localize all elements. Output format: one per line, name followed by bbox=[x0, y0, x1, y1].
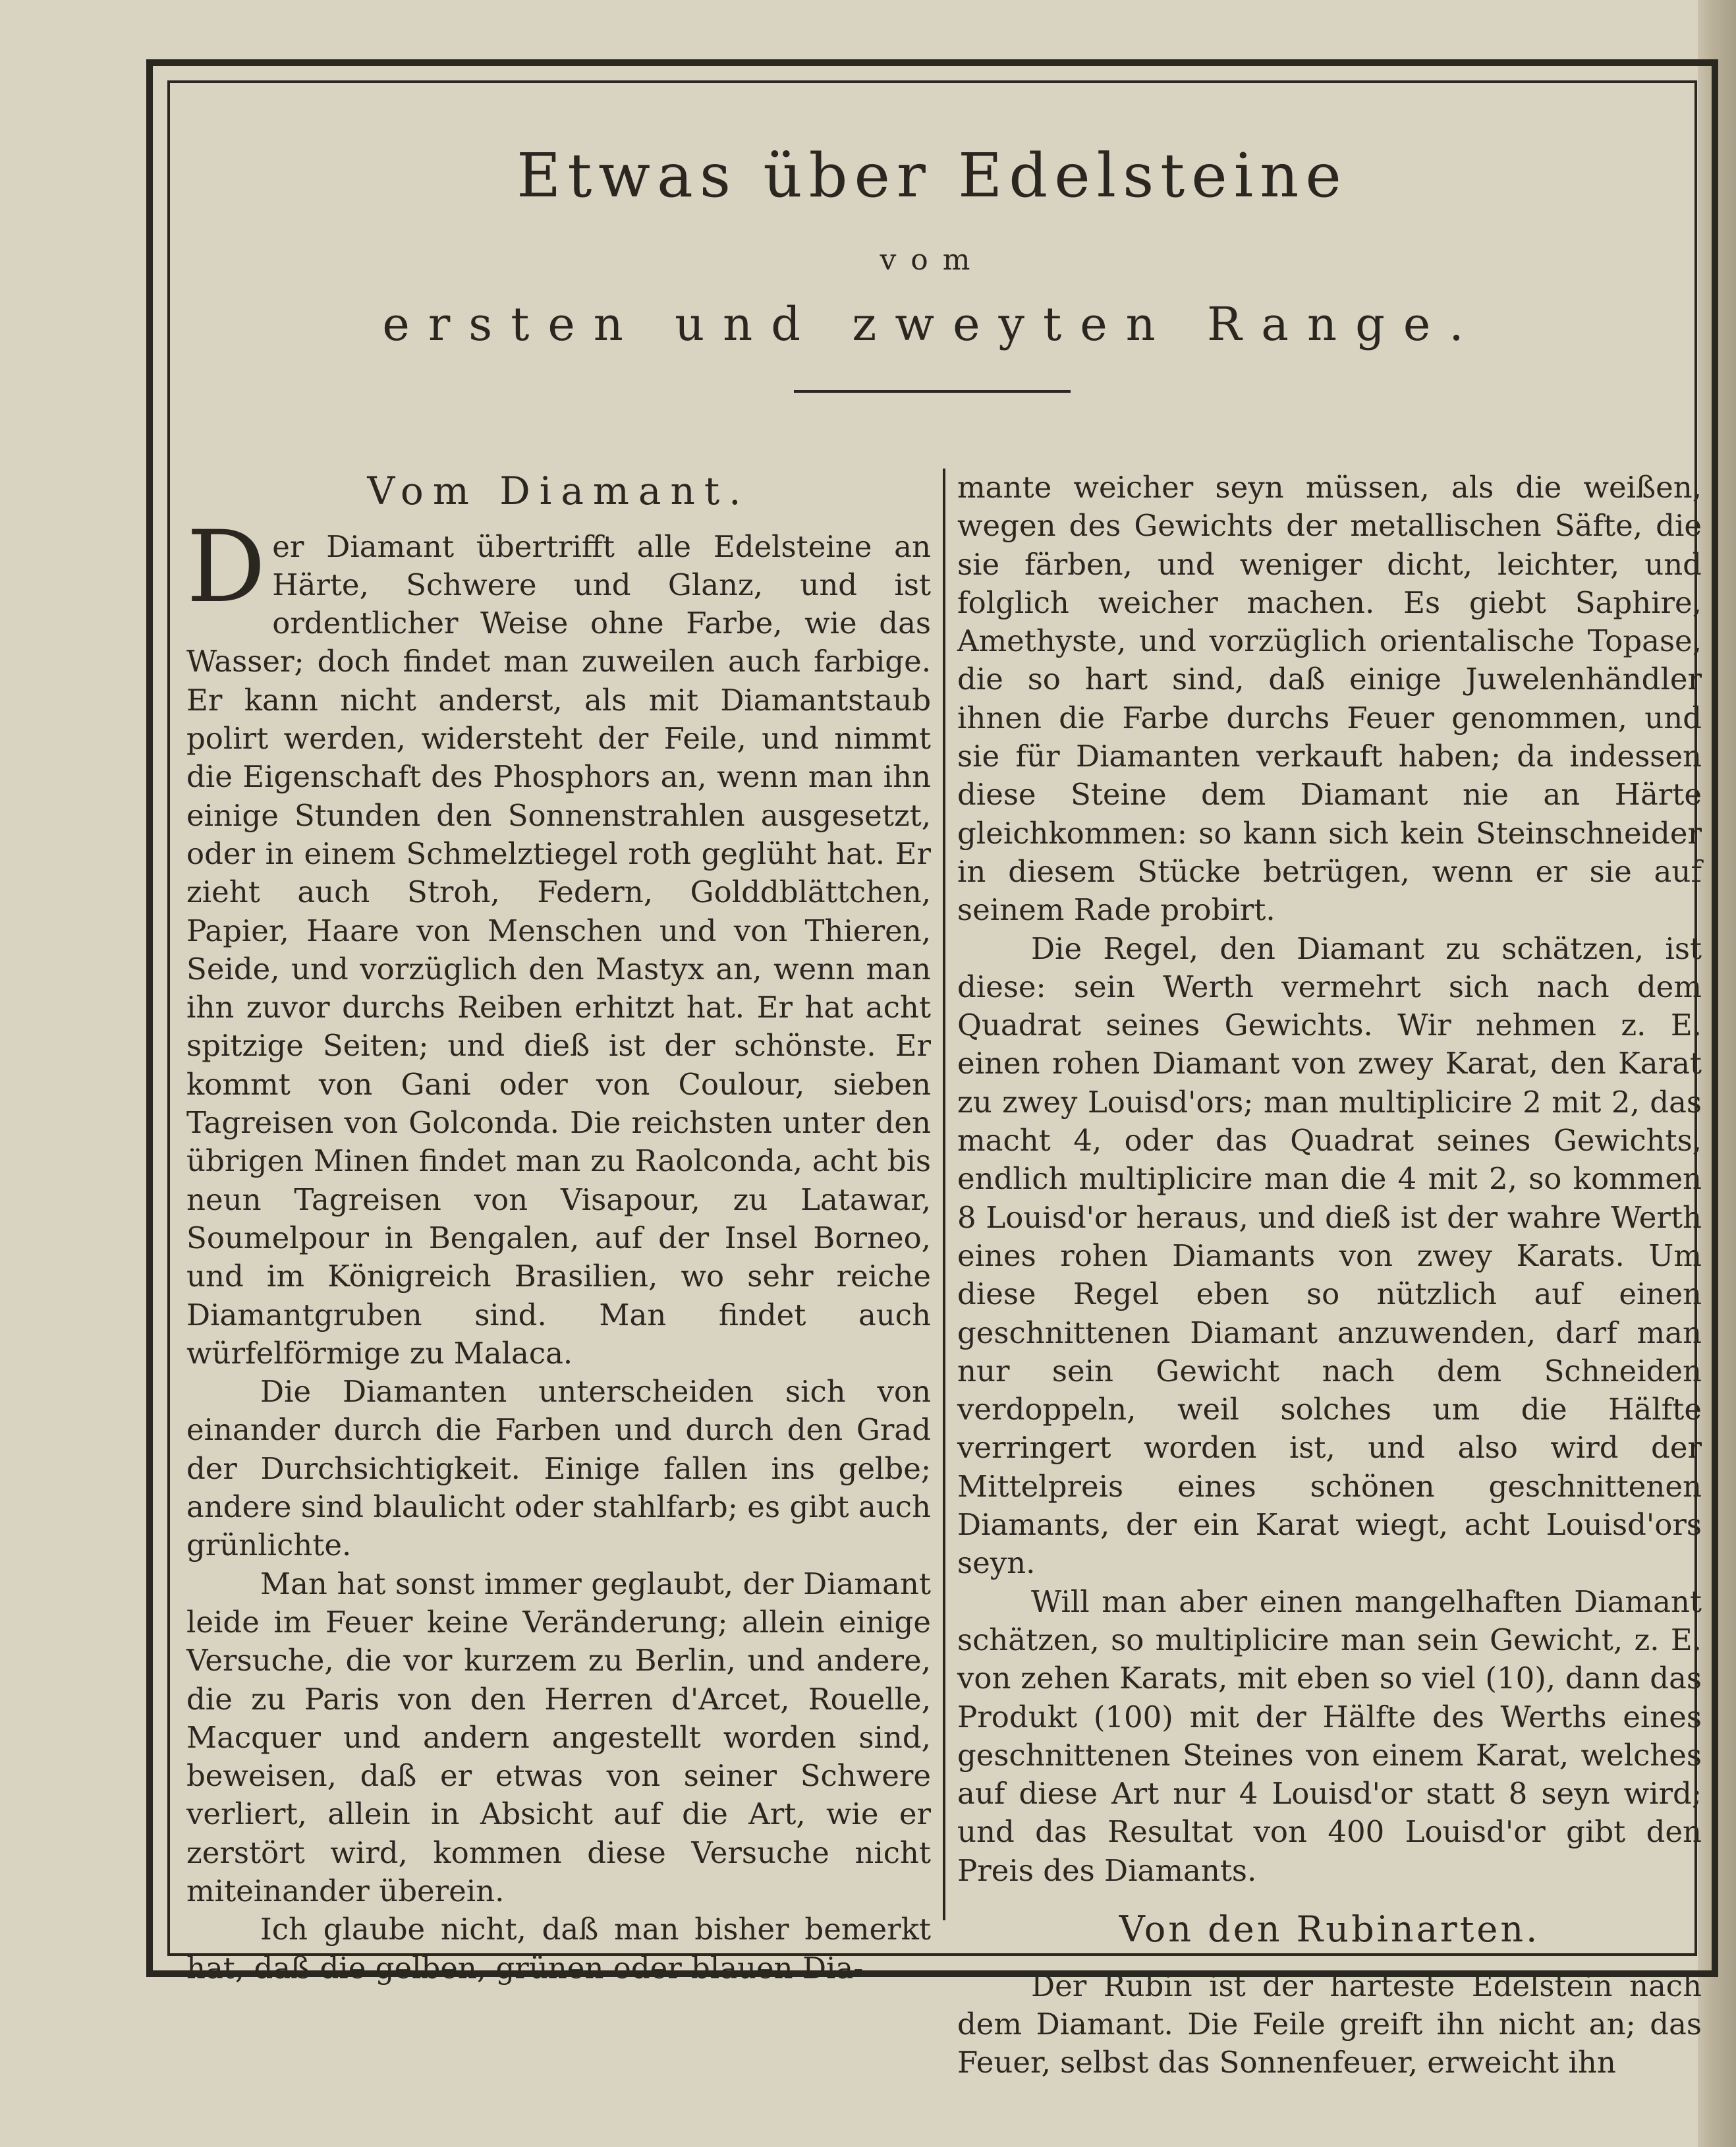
paragraph: Die Diamanten unterscheiden sich von einander durch die Farben und durch den Grad der Durchsichtigkeit. Einige fallen ins gelbe; andere sind blaulicht oder stahlfarb; es gibt auch grünlichte. bbox=[186, 1374, 931, 1563]
paragraph: Man hat sonst immer geglaubt, der Diamant leide im Feuer keine Veränderung; allein einige Versuche, die vor kurzem zu Berlin, und andere, die zu Paris von den Herren d'Arcet, Rouelle, Macquer und andern angestellt worden sind, beweisen, daß er etwas von seiner Schwere verliert, allein in Absicht auf die Art, wie er zerstört wird, kommen diese Versuche nicht miteinander überein. bbox=[186, 1566, 931, 1908]
text-columns bbox=[186, 469, 1702, 2080]
title-divider bbox=[794, 390, 1071, 393]
left-column bbox=[186, 469, 931, 1986]
drop-cap: D bbox=[186, 509, 266, 625]
paragraph: Will man aber einen mangelhaften Diamant schätzen, so multiplicire man sein Gewicht, z. E. von zehen Karats, mit eben so viel (10), dann das Produkt (100) mit der Hälfte des Werths eines geschnittenen Steines von einem Karat, welches auf diese Art nur 4 Louisd'or statt 8 seyn wird; und das Resultat von 400 Louisd'or gibt den Preis des Diamants. bbox=[957, 1584, 1702, 1888]
paragraph bbox=[186, 509, 931, 1373]
paragraph: Die Regel, den Diamant zu schätzen, ist diese: sein Werth vermehrt sich nach dem Quadrat seines Gewichts. Wir nehmen z. E. einen rohen Diamant von zwey Karat, den Karat zu zwey Louisd'ors; man multiplicire 2 mit 2, das macht 4, oder das Quadrat seines Gewichts, endlich multiplicire man die 4 mit 2, so kommen 8 Louisd'or heraus, und dieß ist der wahre Werth eines rohen Diamants von zwey Karats. Um diese Regel eben so nützlich auf einen geschnittenen Diamant anzuwenden, darf man nur sein Gewicht nach dem Schneiden verdoppeln, weil solches um die Hälfte verringert worden ist, und also wird der Mittelpreis eines schönen geschnittenen Diamants, der ein Karat wiegt, acht Louisd'ors seyn. bbox=[957, 930, 1702, 1581]
article-title-connector: vom bbox=[880, 243, 985, 277]
title-block bbox=[170, 140, 1694, 393]
paragraph-text: er Diamant übertrifft alle Edelsteine an Härte, Schwere und Glanz, und ist ordentlicher Weise ohne Farbe, wie das Wasser; doch findet man zuweilen auch farbige. Er kann nicht anderst, als mit Diamantstaub polirt werden, widersteht der Feile, und nimmt die Eigenschaft des Phosphors an, wenn man ihn einige Stunden den Sonnenstrahlen ausgesetzt, oder in einem Schmelztiegel roth geglüht hat. Er zieht auch Stroh, Federn, Golddblättchen, Papier, Haare von Menschen und von Thieren, Seide, und vorzüglich den Mastyx an, wenn man ihn zuvor durchs Reiben erhitzt hat. Er hat acht spitzige Seiten; und dieß ist der schönste. Er kommt von Gani oder von Coulour, sieben Tagreisen von Golconda. Die reichsten unter den übrigen Minen findet man zu Raolconda, acht bis neun Tagreisen von Visapour, zu Latawar, Soumelpour in Bengalen, auf der Insel Borneo, und im Königreich Brasilien, wo sehr reiche Diamantgruben sind. Man findet auch würfelförmige zu Malaca. bbox=[186, 529, 931, 1371]
paragraph: mante weicher seyn müssen, als die weißen, wegen des Gewichts der metallischen Säfte, die sie färben, und weniger dicht, leichter, und folglich weicher machen. Es giebt Saphire, Amethyste, und vorzüglich orientalische Topase, die so hart sind, daß einige Juwelenhändler ihnen die Farbe durchs Feuer genommen, und sie für Diamanten verkauft haben; da indessen diese Steine dem Diamant nie an Härte gleichkommen: so kann sich kein Steinschneider in diesem Stücke betrügen, wenn er sie auf seinem Rade probirt. bbox=[957, 470, 1702, 928]
right-column bbox=[957, 469, 1702, 2080]
section-heading-diamant: Vom Diamant. bbox=[367, 469, 750, 513]
article-subtitle: ersten und zweyten Range. bbox=[382, 297, 1482, 351]
article-frame-inner bbox=[167, 80, 1702, 2080]
paragraph: Der Rubin ist der härteste Edelstein nach dem Diamant. Die Feile greift ihn nicht an; das Feuer, selbst das Sonnenfeuer, erweicht ihn bbox=[957, 1968, 1702, 2080]
section-heading-rubinarten: Von den Rubinarten. bbox=[1119, 1908, 1540, 1950]
article-title: Etwas über Edelsteine bbox=[517, 140, 1348, 211]
article-frame bbox=[146, 59, 1718, 2080]
column-divider bbox=[943, 469, 945, 1920]
paragraph: Ich glaube nicht, daß man bisher bemerkt hat, daß die gelben, grünen oder blauen Dia- bbox=[186, 1912, 931, 1986]
